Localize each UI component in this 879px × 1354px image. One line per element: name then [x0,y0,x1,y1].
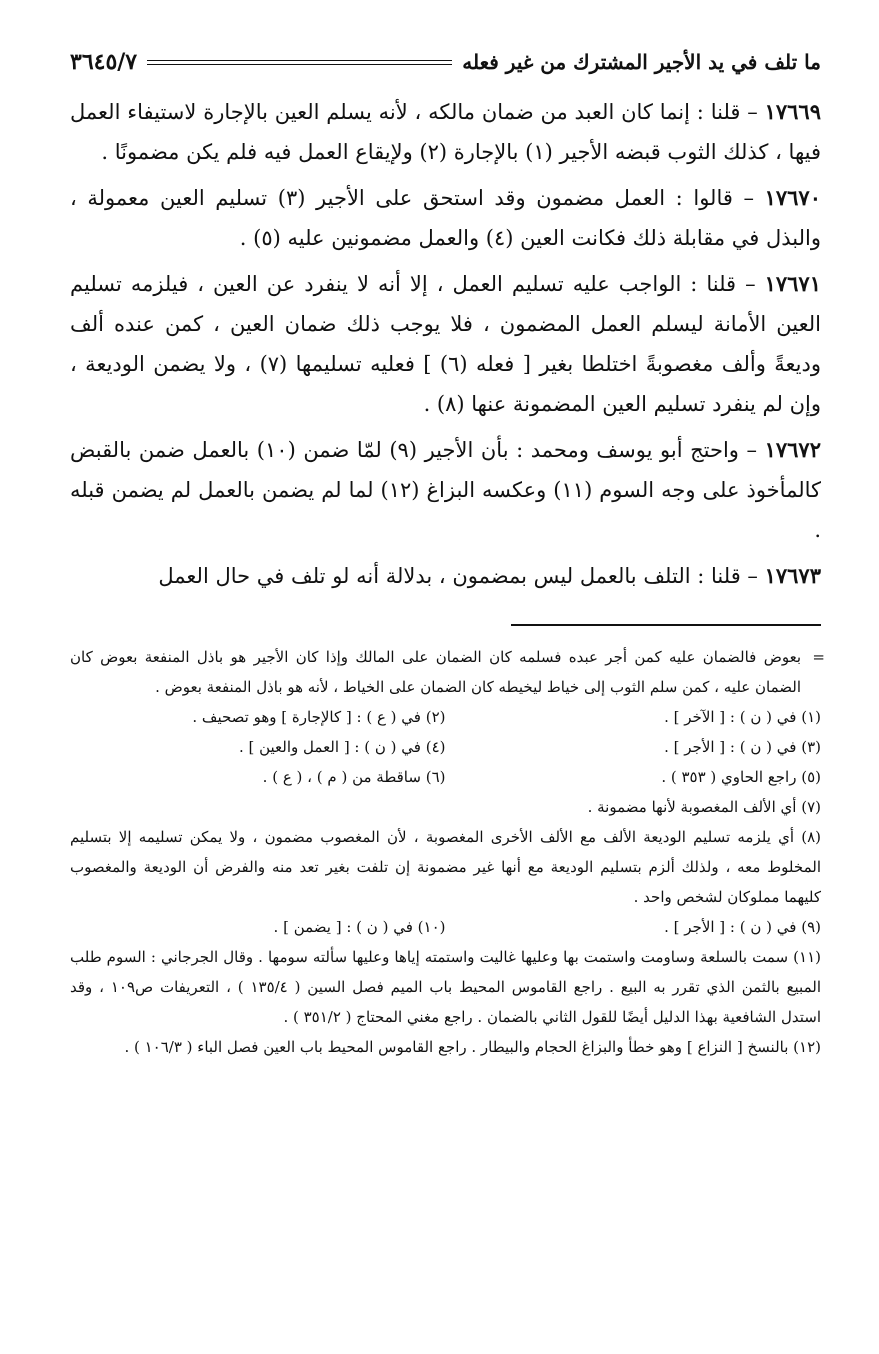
footnote-11: (١١) سمت بالسلعة وساومت واستمت بها وعليها غاليت واستمته إياها وعليها سألته سومها . وقال الجرجاني : السوم طلب المبيع بالثمن الذي تقرر به البيع . راجع القاموس المحيط باب الميم فصل السين ( ١٣٥/٤ ) ، التعريفات ص١٠٩ ، وقد استدل الشافعية بهذا الدليل أيضًا للقول الثاني بالضمان . راجع مغني المحتاج ( ٣٥١/٢ ) . [70,948,821,1026]
paragraph-17670 [70,178,821,258]
book-page [70,40,825,1314]
footnotes [70,642,825,1062]
footnote-pair-9-10 [70,912,821,942]
footnote-pair-1-2 [70,702,821,732]
continuation-text: بعوض فالضمان عليه كمن أجر عبده فسلمه كان الضمان على المالك وإذا كان الأجير هو باذل المنفعة بعوض كان الضمان عليه ، كمن سلم الثوب إلى خياط ليخيطه كان الضمان على الخياط ، لأنه هو باذل المنفعة بعوض . [70,648,801,696]
paragraph-text: – قلنا : إنما كان العبد من ضمان مالكه ، لأنه يسلم العين بالإجارة لاستيفاء العمل فيها ، كذلك الثوب قبضه الأجير (١) بالإجارة (٢) ولإيقاع العمل فيه فلم يكن مضمونًا . [70,100,821,164]
footnote-6: (٦) ساقطة من ( م ) ، ( ع ) . [262,768,446,786]
paragraph-number: ١٧٦٧٢ [764,437,821,462]
main-text [70,92,821,596]
footnote-5: (٥) راجع الحاوي ( ٣٥٣ ) . [661,768,821,786]
footnote-9: (٩) في ( ن ) : [ الأجر ] . [664,918,821,936]
header-rule [147,60,452,65]
paragraph-text: – قلنا : التلف بالعمل ليس بمضمون ، بدلالة أنه لو تلف في حال العمل [158,564,765,588]
paragraph-text: – واحتج أبو يوسف ومحمد : بأن الأجير (٩) لمّا ضمن (١٠) بالعمل ضمن بالقبض كالمأخوذ على وجه السوم (١١) وعكسه البزاغ (١٢) لما لم يضمن بالعمل لم يضمن قبله . [70,438,821,542]
footnote-2: (٢) في ( ع ) : [ كالإجارة ] وهو تصحيف . [192,708,446,726]
footnote-separator-wrap [70,602,821,642]
paragraph-17671 [70,264,821,424]
page-number: ٣٦٤٥/٧ [70,49,138,75]
running-header [70,40,821,84]
paragraph-17673 [70,556,821,596]
footnote-pair-5-6 [70,762,821,792]
paragraph-17669 [70,92,821,172]
footnote-separator [511,624,821,626]
footnote-pair-3-4 [70,732,821,762]
footnote-8: (٨) أي يلزمه تسليم الوديعة الألف مع الألف الأخرى المغصوبة ، لأن المغصوب مضمون ، ولا يمكن تسليمه إلا بتسليم المخلوط معه ، ولذلك ألزم بتسليم الوديعة مع أنها غير مضمونة إن تلفت بغير تعد منه والفرض أن الوديعة والمغصوب كليهما مملوكان لشخص واحد . [70,828,821,906]
footnote-4: (٤) في ( ن ) : [ العمل والعين ] . [238,738,446,756]
footnote-7: (٧) أي الألف المغصوبة لأنها مضمونة . [587,798,821,816]
paragraph-number: ١٧٦٧٠ [764,185,821,210]
paragraph-number: ١٧٦٧٣ [764,563,821,588]
header-title: ما تلف في يد الأجير المشترك من غير فعله [462,50,821,74]
paragraph-text: – قلنا : الواجب عليه تسليم العمل ، إلا أنه لا ينفرد عن العين ، فيلزمه تسليم العين الأمانة ليسلم العمل المضمون ، فلا يوجب ذلك ضمان العين ، كمن عنده ألف وديعةً وألف مغصوبةً اختلطا بغير [ فعله (٦) ] فعليه تسليمها (٧) ، ولا يضمن الوديعة ، وإن لم ينفرد تسليم العين المضمونة عنها (٨) . [70,272,821,416]
footnote-10: (١٠) في ( ن ) : [ يضمن ] . [273,918,446,936]
paragraph-number: ١٧٦٧١ [764,271,821,296]
footnote-continuation [70,642,825,702]
footnote-12: (١٢) بالنسخ [ النزاع ] وهو خطأ والبزاغ الحجام والبيطار . راجع القاموس المحيط باب العين فصل الباء ( ١٠٦/٣ ) . [124,1038,821,1056]
footnote-1: (١) في ( ن ) : [ الآخر ] . [664,708,821,726]
paragraph-17672 [70,430,821,550]
paragraph-text: – قالوا : العمل مضمون وقد استحق على الأجير (٣) تسليم العين معمولة ، والبذل في مقابلة ذلك فكانت العين (٤) والعمل مضمونين عليه (٥) . [70,186,821,250]
footnote-3: (٣) في ( ن ) : [ الأجر ] . [664,738,821,756]
continuation-mark: = [812,648,825,666]
paragraph-number: ١٧٦٦٩ [764,99,821,124]
